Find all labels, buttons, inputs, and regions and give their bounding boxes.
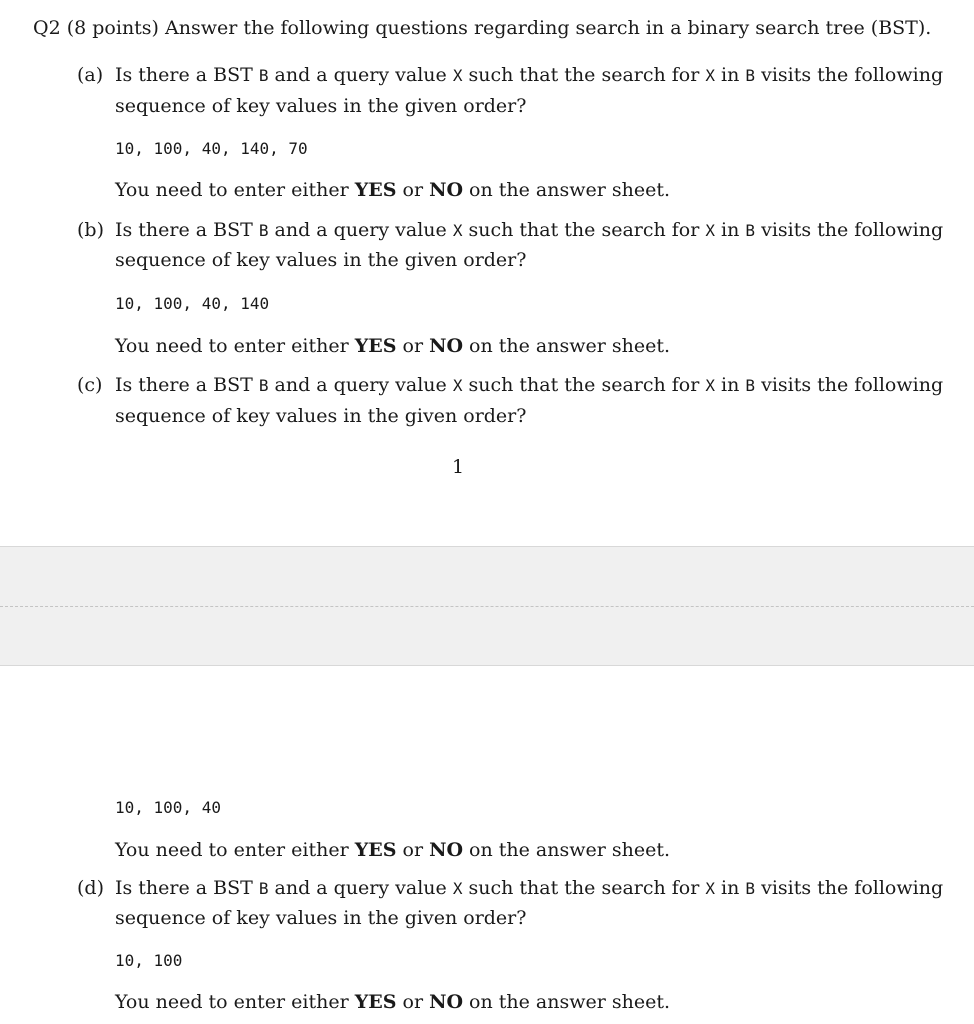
page-number: 1	[451, 456, 465, 478]
part-c-question-line2: sequence of key values in the given order?	[115, 405, 527, 427]
part-label-c: (c)	[77, 374, 103, 396]
part-b-question-line1: Is there a BST B and a query value X such that the search for X in B visits the following	[115, 219, 944, 241]
part-a-answer-instruction: You need to enter either YES or NO on the answer sheet.	[115, 179, 671, 201]
part-a-sequence: 10, 100, 40, 140, 70	[115, 139, 308, 158]
part-d-answer-instruction: You need to enter either YES or NO on the answer sheet.	[115, 991, 671, 1013]
question-id: Q2	[33, 17, 61, 39]
part-label-b: (b)	[77, 219, 104, 241]
part-a-question-line2: sequence of key values in the given order?	[115, 95, 527, 117]
part-c-answer-instruction: You need to enter either YES or NO on the answer sheet.	[115, 839, 671, 861]
document-page-2	[0, 666, 974, 1024]
part-label-a: (a)	[77, 64, 104, 86]
part-b-sequence: 10, 100, 40, 140	[115, 294, 270, 313]
part-b-question-line2: sequence of key values in the given order?	[115, 249, 527, 271]
question-points: (8 points)	[66, 17, 159, 39]
part-b-answer-instruction: You need to enter either YES or NO on the answer sheet.	[115, 335, 671, 357]
question-prompt: Answer the following questions regarding search in a binary search tree (BST).	[165, 17, 932, 39]
page-break-gap	[0, 546, 974, 666]
part-c-sequence: 10, 100, 40	[115, 798, 221, 817]
page-break-divider	[0, 606, 974, 607]
part-label-d: (d)	[77, 877, 104, 899]
part-d-question-line2: sequence of key values in the given order?	[115, 907, 527, 929]
part-d-question-line1: Is there a BST B and a query value X such that the search for X in B visits the following	[115, 877, 944, 899]
part-c-question-line1: Is there a BST B and a query value X such that the search for X in B visits the following	[115, 374, 944, 396]
question-header	[33, 16, 931, 40]
part-d-sequence: 10, 100	[115, 951, 183, 970]
part-a-question-line1: Is there a BST B and a query value X such that the search for X in B visits the following	[115, 64, 944, 86]
